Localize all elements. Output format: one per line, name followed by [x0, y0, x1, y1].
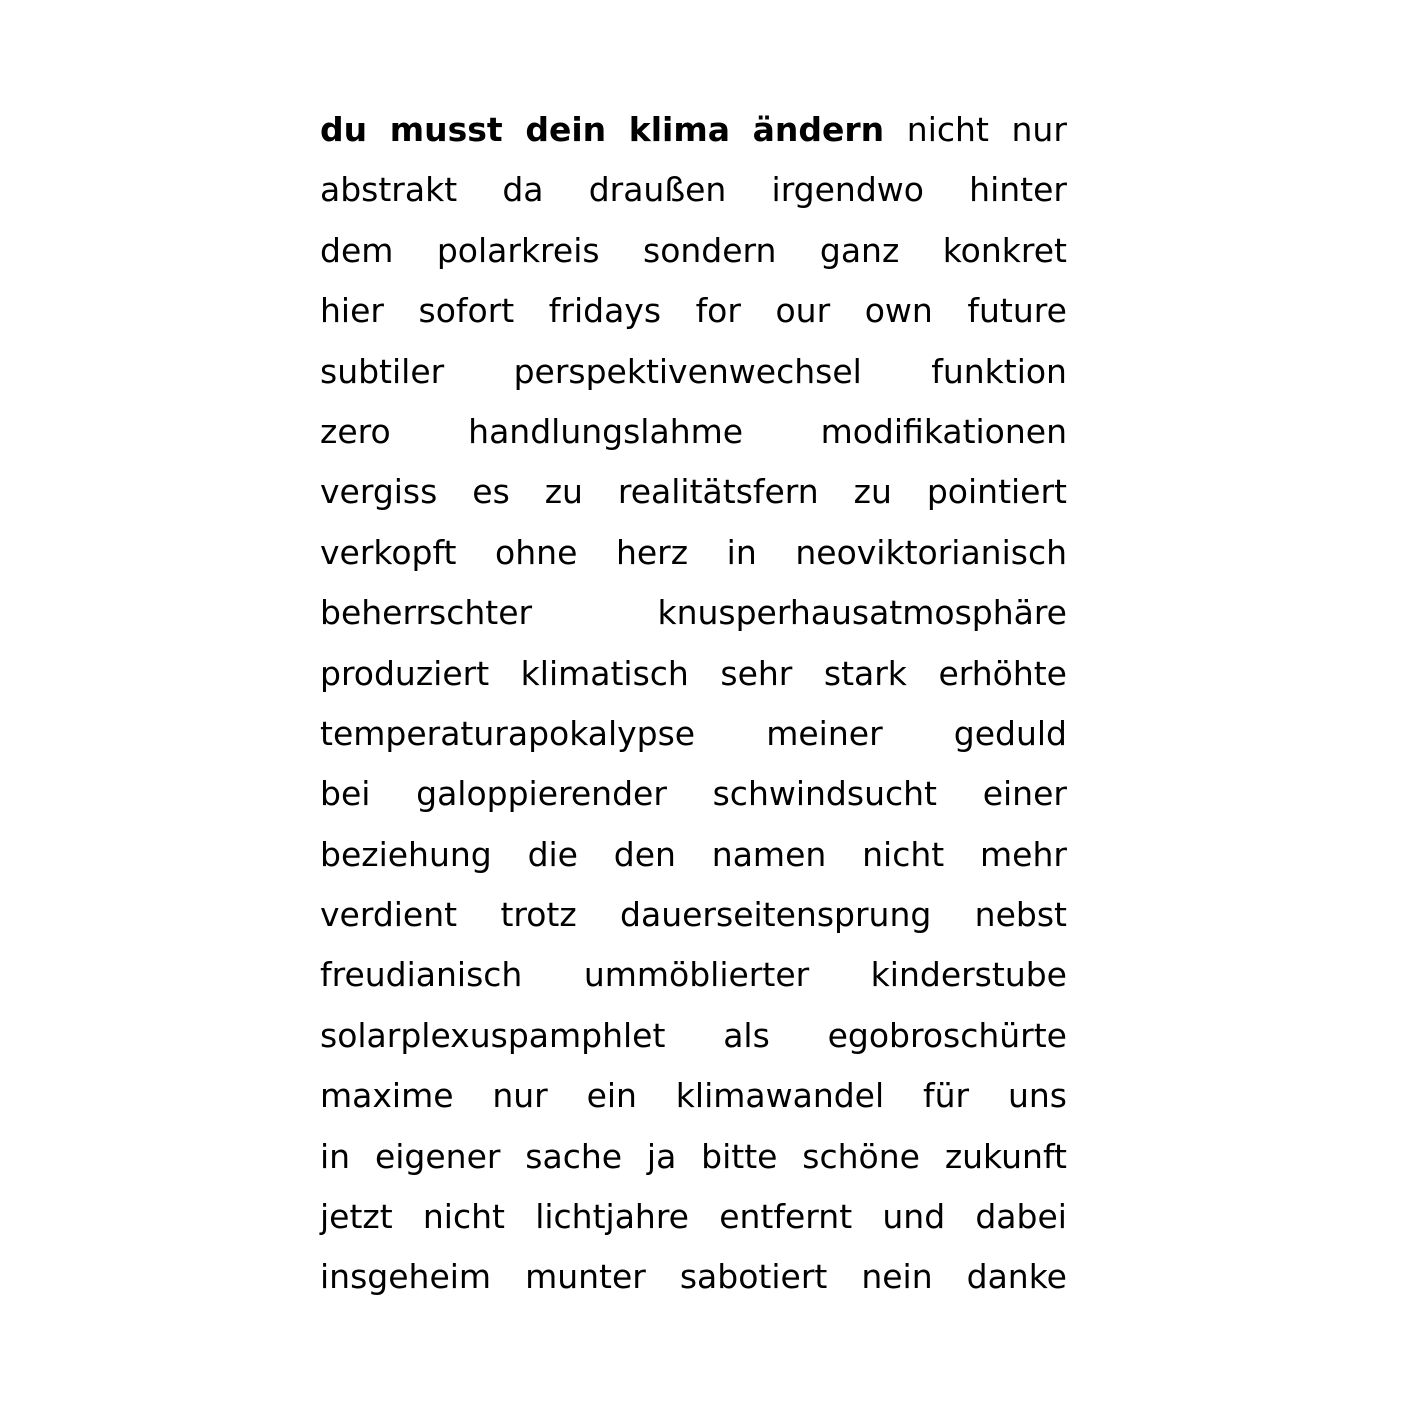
- poem-word: sabotiert: [679, 1257, 828, 1297]
- poem-word: namen: [711, 834, 827, 874]
- poem-word: insgeheim: [320, 1257, 492, 1297]
- poem-word: zu: [544, 472, 583, 512]
- poem-word: verkopft: [320, 532, 457, 572]
- poem-word: kinderstube: [870, 955, 1067, 995]
- poem-word: als: [723, 1015, 770, 1055]
- poem-word: mehr: [980, 834, 1067, 874]
- poem-word: in: [320, 1136, 351, 1176]
- poem-word: und: [882, 1197, 946, 1237]
- poem-word: dem: [320, 230, 394, 270]
- poem-word: trotz: [500, 895, 577, 935]
- poem-word: herz: [615, 532, 689, 572]
- poem-word: neoviktorianisch: [795, 532, 1067, 572]
- poem-word: own: [864, 291, 933, 331]
- poem-word: perspektivenwechsel: [513, 351, 862, 391]
- poem-line: [320, 825, 1067, 885]
- poem-word: danke: [966, 1257, 1067, 1297]
- poem-word: stark: [823, 653, 907, 693]
- poem-word: subtiler: [320, 351, 445, 391]
- poem-word: eigener: [374, 1136, 501, 1176]
- poem-word: schwindsucht: [712, 774, 937, 814]
- poem-line: [320, 644, 1067, 704]
- poem-word: realitätsfern: [617, 472, 819, 512]
- poem-word: nicht: [862, 834, 945, 874]
- poem-word: produziert: [320, 653, 490, 693]
- poem-word: nur: [1011, 110, 1067, 149]
- poem-word: bei: [320, 774, 371, 814]
- poem-word: ohne: [495, 532, 578, 572]
- poem-line: [320, 1006, 1067, 1066]
- poem-word: meiner: [766, 713, 883, 753]
- poem-word: hinter: [969, 170, 1067, 210]
- poem-word: nebst: [974, 895, 1067, 935]
- poem-line: [320, 1247, 1067, 1307]
- poem-word: erhöhte: [938, 653, 1067, 693]
- poem-line: [320, 462, 1067, 522]
- poem-word: es: [472, 472, 510, 512]
- poem-word: sehr: [720, 653, 793, 693]
- poem-word: temperaturapokalypse: [320, 713, 696, 753]
- poem-word: die: [527, 834, 578, 874]
- poem-word: ein: [586, 1076, 637, 1116]
- poem-word: geduld: [953, 713, 1067, 753]
- poem-word: nicht: [422, 1197, 505, 1237]
- poem-word: da: [502, 170, 544, 210]
- poem-word: polarkreis: [436, 230, 600, 270]
- poem-word: for: [695, 291, 741, 331]
- poem-word: munter: [525, 1257, 646, 1297]
- poem-word: verdient: [320, 895, 458, 935]
- poem-word: den: [613, 834, 676, 874]
- poem-line: [320, 1127, 1067, 1187]
- poem-word: our: [775, 291, 831, 331]
- poem-word: irgendwo: [771, 170, 924, 210]
- poem-word: knusperhausatmosphäre: [657, 593, 1067, 633]
- poem-word: fridays: [548, 291, 662, 331]
- poem-line: [320, 1066, 1067, 1126]
- poem-line: [320, 764, 1067, 824]
- poem-title-word: musst: [389, 110, 503, 149]
- poem-word: vergiss: [320, 472, 438, 512]
- poem-line: [320, 402, 1067, 462]
- poem-word: dabei: [975, 1197, 1067, 1237]
- poem-word: draußen: [588, 170, 727, 210]
- poem-word: in: [726, 532, 757, 572]
- poem-word: zukunft: [944, 1136, 1067, 1176]
- poem-line: [320, 342, 1067, 402]
- poem-title-word: du: [320, 110, 368, 149]
- poem-word: einer: [982, 774, 1067, 814]
- poem-word: schöne: [802, 1136, 920, 1176]
- poem-word: hier: [320, 291, 384, 331]
- poem-word: pointiert: [926, 472, 1067, 512]
- poem-text-block: [320, 100, 1067, 1308]
- poem-line: [320, 885, 1067, 945]
- poem-word: maxime: [320, 1076, 454, 1116]
- poem-line: [320, 1187, 1067, 1247]
- poem-word: future: [967, 291, 1067, 331]
- poem-word: ganz: [819, 230, 900, 270]
- poem-line: [320, 281, 1067, 341]
- poem-word: dauerseitensprung: [620, 895, 932, 935]
- poem-word: ja: [646, 1136, 677, 1176]
- poem-word: egobroschürte: [827, 1015, 1067, 1055]
- poem-word: sache: [525, 1136, 623, 1176]
- poem-word: bitte: [701, 1136, 778, 1176]
- poem-word: nur: [492, 1076, 548, 1116]
- poem-word: abstrakt: [320, 170, 458, 210]
- poem-word: klimatisch: [520, 653, 689, 693]
- poem-word: uns: [1007, 1076, 1067, 1116]
- poem-title-word: klima: [628, 110, 730, 149]
- poem-line: [320, 523, 1067, 583]
- poem-word: zero: [320, 411, 391, 451]
- poem-word: entfernt: [719, 1197, 853, 1237]
- poem-line: [320, 100, 1067, 160]
- poem-word: galoppierender: [416, 774, 667, 814]
- poem-word: klimawandel: [675, 1076, 885, 1116]
- poem-word: beherrschter: [320, 593, 533, 633]
- poem-line: [320, 583, 1067, 643]
- poem-word: sofort: [418, 291, 515, 331]
- poem-word: freudianisch: [320, 955, 523, 995]
- poem-word: ummöblierter: [583, 955, 810, 995]
- poem-word: solarplexuspamphlet: [320, 1015, 666, 1055]
- poem-word: zu: [853, 472, 892, 512]
- poem-word: sondern: [643, 230, 777, 270]
- poem-line: [320, 221, 1067, 281]
- poem-word: funktion: [931, 351, 1067, 391]
- poem-word: jetzt: [320, 1197, 393, 1237]
- poem-word: für: [923, 1076, 970, 1116]
- poem-title-word: ändern: [752, 110, 885, 149]
- poem-word: lichtjahre: [535, 1197, 689, 1237]
- poem-word: nein: [861, 1257, 933, 1297]
- poem-word: handlungslahme: [468, 411, 744, 451]
- poem-word: konkret: [942, 230, 1067, 270]
- poem-line: [320, 945, 1067, 1005]
- poem-line: [320, 704, 1067, 764]
- poem-line: [320, 160, 1067, 220]
- poem-word: nicht: [906, 110, 989, 149]
- poem-title-word: dein: [525, 110, 607, 149]
- poem-word: beziehung: [320, 834, 492, 874]
- poem-word: modifikationen: [820, 411, 1067, 451]
